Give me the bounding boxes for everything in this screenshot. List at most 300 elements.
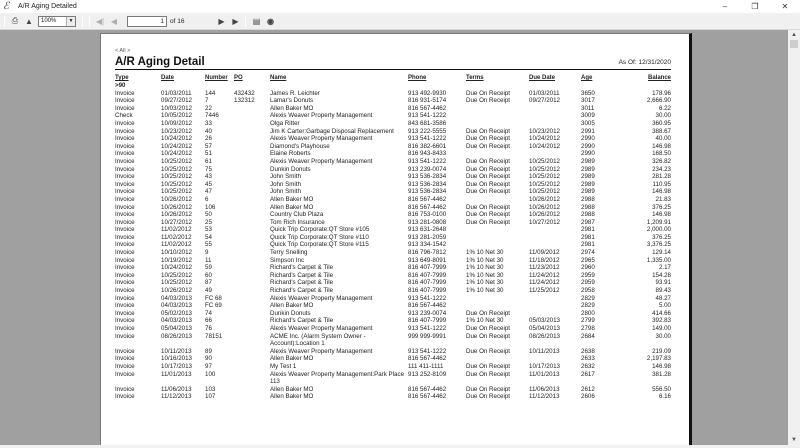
cell-type: Invoice [115,249,135,257]
cell-type: Invoice [115,370,135,378]
scroll-up-icon[interactable]: ▲ [791,32,797,38]
cell-po [234,188,270,196]
table-row [115,317,671,325]
cell-date: 10/03/2012 [161,104,192,112]
cell-po [234,204,270,212]
title-divider [115,69,671,70]
cell-type: Invoice [115,294,135,302]
cell-number: 45 [205,180,212,188]
toolbar-separator [89,16,90,27]
cell-balance: 2,197.83 [646,355,671,363]
cell-po [234,249,270,257]
cell-date: 10/25/2012 [161,157,192,165]
cell-phone: 816 382-6601 [408,142,447,150]
cell-po [234,112,270,120]
cell-phone: 913 222-5555 [408,127,447,135]
cell-name: Dunkin Donuts [270,309,311,317]
cell-age: 2799 [581,317,595,325]
table-row [115,348,671,356]
cell-balance: 360.95 [652,119,671,127]
table-row [115,272,671,280]
cell-terms: Due On Receipt [466,173,511,181]
cell-balance: 2.17 [658,264,671,272]
cell-name: Alexis Weaver Property Management [270,112,373,120]
cell-due-date [529,120,581,128]
cell-date: 10/24/2012 [161,135,192,143]
cell-name: Terry Snelling [270,249,308,257]
cell-balance: 146.98 [652,211,671,219]
table-row [115,287,671,295]
cell-number: 61 [205,157,212,165]
cell-type: Invoice [115,264,135,272]
cell-phone: 913 541-1222 [408,325,447,332]
cell-number: 60 [205,271,212,279]
previous-page-button[interactable] [108,15,120,27]
cell-balance: 149.00 [652,325,671,332]
scroll-down-icon[interactable]: ▼ [791,437,797,443]
col-phone: Phone [408,75,427,81]
cell-number: 47 [205,188,212,196]
first-page-button[interactable] [94,15,106,27]
table-header-row [115,74,671,82]
cell-po [234,181,270,189]
cell-po [234,386,270,394]
table-row [115,97,671,105]
cell-date: 10/25/2012 [161,279,192,287]
close-button[interactable]: ✕ [781,2,789,11]
cell-age: 2958 [581,287,595,295]
cell-due-date: 11/12/2013 [529,393,560,401]
cell-terms: Due On Receipt [466,135,511,143]
cell-due-date [529,226,581,234]
cell-type: Invoice [115,271,135,279]
cell-date: 10/25/2012 [161,165,192,173]
cell-date: 05/02/2013 [161,309,192,317]
cell-due-date: 11/24/2012 [529,271,560,279]
cell-name: Simpson Inc [270,256,305,264]
report-title: A/R Aging Detail [115,56,205,68]
table-row [115,249,671,257]
cell-type: Invoice [115,157,135,165]
cell-phone: 913 541-1222 [408,135,447,143]
cell-po [234,287,270,295]
report-filter: < All > [115,48,131,54]
find-button[interactable] [264,15,276,27]
cell-due-date [529,234,581,242]
cell-terms: 1% 10 Net 30 [466,264,504,272]
cell-phone: 816 567-4462 [408,203,447,211]
as-of-date: As Of: 12/31/2020 [618,59,671,66]
cell-po [234,295,270,303]
cell-number: 51 [205,150,212,158]
printer-icon: ⎙ [11,16,19,25]
cell-name: Allen Baker MO [270,203,314,211]
cell-po [234,234,270,242]
cell-age: 2989 [581,165,595,173]
cell-terms: 1% 10 Net 30 [466,256,504,264]
cell-phone: 913 239-0074 [408,165,447,173]
table-row [115,302,671,310]
cell-date: 10/25/2012 [161,271,192,279]
cell-name: Alexis Weaver Property Management [270,135,373,143]
cell-number: FC 69 [205,302,222,310]
restore-button[interactable]: ❐ [751,2,759,11]
cell-age: 2981 [581,233,595,241]
cell-balance: 234.23 [652,165,671,173]
cell-date: 01/03/2011 [161,89,192,97]
cell-po [234,272,270,280]
last-page-button[interactable] [229,15,241,27]
cell-due-date [529,105,581,113]
cell-phone: 913 541-1222 [408,294,447,302]
cell-date: 10/25/2012 [161,173,192,181]
table-row [115,188,671,196]
cell-name: Olga Ritter [270,119,300,127]
cell-po [234,120,270,128]
cell-date: 11/01/2013 [161,370,192,378]
cell-date: 10/17/2013 [161,362,192,370]
cell-terms: Due On Receipt [466,188,511,196]
cell-due-date [529,310,581,318]
cell-phone: 816 931-5174 [408,97,447,105]
cell-po [234,219,270,227]
cell-balance: 146.98 [652,142,671,150]
toggle-tree-button[interactable] [250,15,262,27]
cell-number: 100 [205,370,216,378]
cell-phone: 816 407-7999 [408,287,447,295]
cell-number: 103 [205,385,216,393]
cell-number: 50 [205,211,212,219]
minimize-button[interactable]: – [722,2,728,11]
cell-age: 3011 [581,104,595,112]
cell-phone: 816 567-4462 [408,355,447,363]
cell-name: Allen Baker MO [270,195,314,203]
cell-due-date: 11/25/2012 [529,287,560,295]
cell-name: Jim K Carter:Garbage Disposal Replacement [270,127,394,135]
cell-terms: Due On Receipt [466,362,511,370]
cell-terms [466,295,529,303]
cell-balance: 178.96 [652,89,671,97]
cell-number: 57 [205,142,212,150]
cell-date: 10/26/2012 [161,195,192,203]
table-row [115,355,671,363]
cell-terms: Due On Receipt [466,370,511,378]
cell-number: 33 [205,119,212,127]
cell-due-date [529,241,581,249]
cell-type: Invoice [115,127,135,135]
cell-name: ACME Inc. (Alarm System Owner - Account):Location 1 [270,332,366,348]
cell-type: Invoice [115,241,135,249]
cell-date: 04/03/2013 [161,302,192,310]
cell-balance: 5.00 [658,302,671,310]
cell-age: 2617 [581,370,595,378]
table-row [115,135,671,143]
cell-terms: 1% 10 Net 30 [466,249,504,257]
cell-number: 78151 [205,332,223,340]
cell-date: 10/19/2012 [161,256,192,264]
cell-terms: 1% 10 Net 30 [466,271,504,279]
export-button[interactable] [23,15,35,27]
cell-balance: 89.43 [655,287,671,295]
cell-po: 132312 [234,97,255,105]
cell-type: Invoice [115,211,135,219]
cell-age: 2990 [581,150,595,158]
cell-date: 10/11/2013 [161,347,192,355]
cell-type: Invoice [115,218,135,226]
cell-balance: 281.28 [652,173,671,181]
zoom-dropdown[interactable] [38,16,76,27]
cell-name: John Smith [270,188,301,196]
cell-terms: 1% 10 Net 30 [466,279,504,287]
cell-terms: Due On Receipt [466,180,511,188]
cell-po [234,166,270,174]
cell-date: 10/16/2013 [161,355,192,363]
cell-date: 10/23/2012 [161,127,192,135]
cell-phone: 999 999-9991 [408,332,447,340]
cell-balance: 1,335.00 [646,256,671,264]
app-icon: ℰ [3,0,10,12]
cell-terms: 1% 10 Net 30 [466,317,504,325]
cell-type: Invoice [115,188,135,196]
window-controls [710,0,800,13]
cell-phone: 913 631-2648 [408,226,447,234]
cell-name: John Smith [270,173,301,181]
page-count-label: of 16 [170,17,185,25]
cell-type: Invoice [115,362,135,370]
cell-po: 432432 [234,89,255,97]
cell-due-date: 10/25/2012 [529,165,560,173]
cell-phone: 913 334-1542 [408,241,447,249]
cell-date: 10/09/2012 [161,119,192,127]
cell-terms [466,105,529,113]
cell-po [234,257,270,265]
cell-age: 2991 [581,127,595,135]
cell-age: 2988 [581,211,595,219]
scroll-thumb[interactable] [790,40,798,48]
cell-phone: 816 753-0100 [408,211,447,219]
cell-terms: 1% 10 Net 30 [466,287,504,295]
cell-balance: 556.50 [652,385,671,393]
cell-number: 53 [205,226,212,234]
cell-due-date [529,355,581,363]
cell-due-date: 10/27/2012 [529,218,560,226]
cell-po [234,143,270,151]
cell-terms: Due On Receipt [466,347,511,355]
cell-balance: 168.50 [652,150,671,158]
col-terms: Terms [466,75,484,81]
cell-phone: 816 407-7999 [408,279,447,287]
cell-number: 75 [205,165,212,173]
table-row [115,393,671,401]
cell-number: FC 68 [205,294,222,302]
cell-phone: 111 411-1111 [408,362,444,370]
cell-age: 2990 [581,135,595,143]
cell-type: Invoice [115,203,135,211]
cell-age: 2965 [581,256,595,264]
table-row [115,112,671,120]
cell-type: Invoice [115,165,135,173]
cell-name: Alexis Weaver Property Management [270,157,373,165]
report-viewer [0,30,788,445]
cell-number: 97 [205,362,212,370]
cell-po [234,355,270,363]
cell-po [234,264,270,272]
cell-due-date: 10/17/2013 [529,362,560,370]
cell-age: 3017 [581,97,595,105]
aging-group-header [115,82,671,90]
cell-balance: 1,209.91 [646,218,671,226]
cell-po [234,150,270,158]
cell-name: John Smith [270,180,301,188]
cell-type: Invoice [115,104,135,112]
table-row [115,128,671,136]
cell-number: 40 [205,127,212,135]
cell-date: 10/26/2012 [161,287,192,295]
cell-name: Alexis Weaver Property Management [270,347,373,355]
cell-po [234,226,270,234]
cell-terms: Due On Receipt [466,332,511,340]
cell-type: Invoice [115,173,135,181]
cell-type: Invoice [115,256,135,264]
cell-number: 11 [205,256,212,264]
cell-due-date [529,150,581,158]
vertical-scrollbar[interactable] [788,30,800,445]
cell-terms: Due On Receipt [466,218,511,226]
cell-age: 2959 [581,271,595,279]
cell-name: Lamar's Donuts [270,97,314,105]
cell-type: Invoice [115,89,135,97]
cell-due-date [529,295,581,303]
cell-po [234,211,270,219]
cell-terms: Due On Receipt [466,127,511,135]
cell-po [234,158,270,166]
cell-name: Quick Trip Corporate:QT Store #115 [270,241,369,249]
cell-date: 10/26/2012 [161,211,192,219]
cell-balance: 30.00 [655,112,671,120]
col-name: Name [270,75,287,81]
cell-terms [466,234,529,242]
cell-balance: 40.00 [655,135,671,143]
last-page-icon: ▶ [232,16,239,26]
cell-phone: 913 239-0074 [408,309,447,317]
cell-name: Richard's Carpet & Tile [270,287,334,295]
cell-balance: 388.67 [652,127,671,135]
window-title: A/R Aging Detailed [18,3,77,10]
cell-number: 25 [205,218,212,226]
cell-balance: 3,376.25 [646,241,671,249]
cell-terms: Due On Receipt [466,157,511,165]
cell-terms [466,241,529,249]
window-titlebar [0,0,800,13]
table-row [115,143,671,151]
cell-date: 11/02/2012 [161,233,192,241]
cell-age: 2638 [581,347,595,355]
cell-age: 2684 [581,332,595,340]
cell-type: Invoice [115,287,135,295]
cell-number: 87 [205,279,212,287]
cell-type: Invoice [115,332,135,340]
table-row [115,166,671,174]
cell-date: 04/03/2013 [161,294,192,302]
cell-age: 2633 [581,355,595,363]
cell-number: 49 [205,287,212,295]
cell-age: 2800 [581,309,595,317]
cell-type: Invoice [115,279,135,287]
cell-balance: 392.83 [652,317,671,325]
cell-po [234,135,270,143]
cell-phone: 816 407-7999 [408,264,447,272]
cell-date: 10/10/2012 [161,249,192,257]
previous-page-icon: ◀ [110,16,118,26]
cell-balance: 219.09 [652,347,671,355]
page-number-input[interactable]: 1 [127,16,167,27]
cell-name: James R. Leichter [270,89,320,97]
cell-due-date: 08/26/2013 [529,332,560,340]
cell-balance: 129.14 [652,249,671,257]
cell-po [234,302,270,310]
cell-type: Invoice [115,325,135,332]
table-row [115,150,671,158]
col-date: Date [161,75,175,81]
cell-due-date: 01/03/2011 [529,89,560,97]
group-label: >90 [115,82,126,89]
cell-phone: 816 567-4462 [408,302,447,310]
cell-balance: 21.83 [655,195,671,203]
cell-number: 59 [205,264,212,272]
table-row [115,363,671,371]
cell-due-date: 10/23/2012 [529,127,560,135]
cell-terms [466,150,529,158]
cell-type: Invoice [115,119,135,127]
cell-terms: Due On Receipt [466,325,511,332]
cell-name: Richard's Carpet & Tile [270,264,334,272]
cell-name: Allen Baker MO [270,104,314,112]
cell-balance: 376.25 [652,203,671,211]
cell-due-date: 09/27/2012 [529,97,560,105]
cell-po [234,128,270,136]
cell-age: 2987 [581,218,595,226]
cell-age: 2990 [581,142,595,150]
cell-number: 106 [205,203,216,211]
table-row [115,371,671,386]
cell-number: 7 [205,97,209,105]
table-row [115,204,671,212]
table-row [115,120,671,128]
next-page-button[interactable] [215,15,227,27]
cell-phone: 816 567-4462 [408,195,447,203]
cell-age: 3650 [581,89,595,97]
cell-terms [466,226,529,234]
cell-terms [466,355,529,363]
cell-type: Invoice [115,393,135,401]
cell-number: 76 [205,325,212,332]
cell-phone: 913 541-1222 [408,112,447,120]
cell-name: Country Club Plaza [270,211,324,219]
print-button[interactable] [9,15,21,27]
cell-date: 11/06/2013 [161,385,192,393]
cell-type: Invoice [115,226,135,234]
cell-number: 107 [205,393,216,401]
cell-balance: 414.66 [652,309,671,317]
cell-type: Invoice [115,317,135,325]
cell-due-date: 10/25/2012 [529,157,560,165]
cell-age: 2632 [581,362,595,370]
cell-phone: 816 796-7812 [408,249,447,257]
cell-age: 2989 [581,180,595,188]
cell-balance: 2,666.90 [646,97,671,105]
cell-phone: 816 407-7999 [408,271,447,279]
cell-terms [466,302,529,310]
